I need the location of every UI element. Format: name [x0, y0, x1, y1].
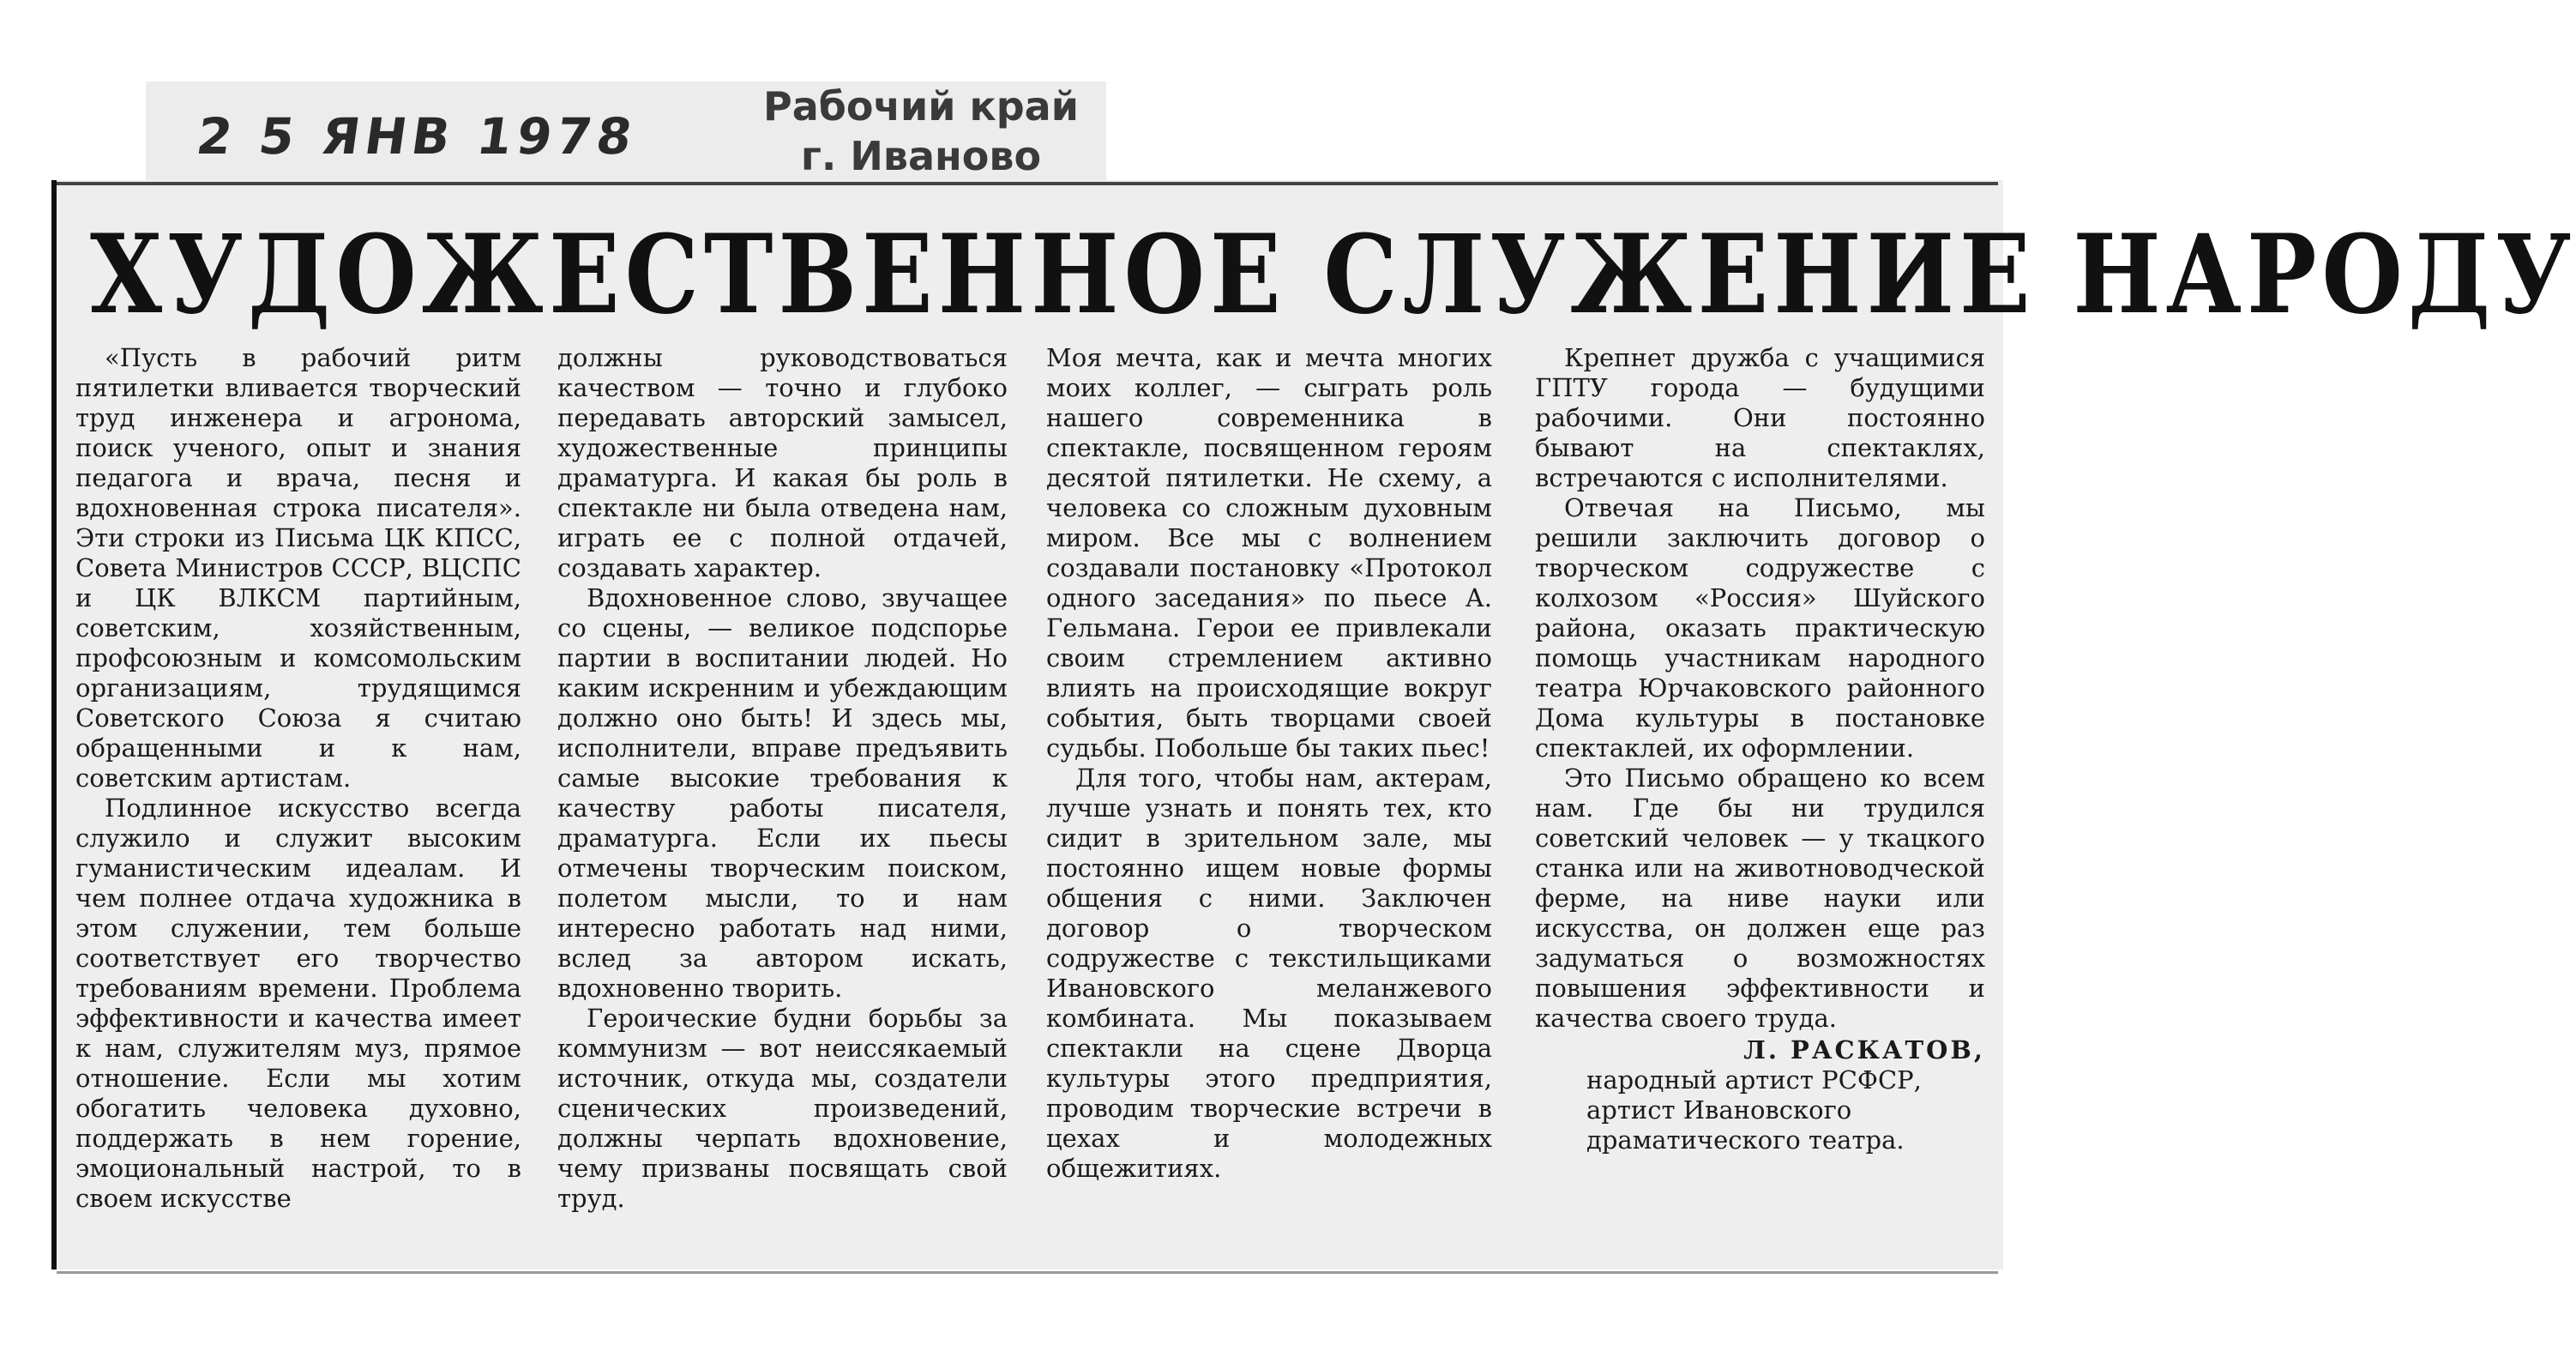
clipping-bottom-rule — [57, 1271, 1998, 1274]
article-headline: ХУДОЖЕСТВЕННОЕ СЛУЖЕНИЕ НАРОДУ — [90, 211, 2576, 338]
paragraph: Вдохновенное слово, звучащее со сцены, — великое подспорье партии в воспитании людей. Но каким искренним и убеждающим должно оно быть! И здесь мы, исполнители, вправе предъявить самые высокие требования к качеству работы писателя, драматурга. Если их пьесы отмечены творческим поиском, полетом мысли, то и нам интересно работать над ними, вслед за автором искать, вдохновенно творить. — [557, 583, 1008, 1003]
clipping-stamp — [146, 81, 1106, 180]
article-column-4 — [1535, 343, 1985, 1261]
paragraph: Крепнет дружба с учащимися ГПТУ города — будущими рабочими. Они постоянно бывают на спектаклях, встречаются с исполнителями. — [1535, 343, 1985, 492]
article-column-2 — [557, 343, 1008, 1261]
article-column-1 — [75, 343, 521, 1261]
paragraph: Для того, чтобы нам, актерам, лучше узнать и понять тех, кто сидит в зрительном зале, мы постоянно ищем новые формы общения с ними. Заключен договор о творческом содружестве с текстильщиками Ивановского меланжевого комбината. Мы показываем спектакли на сцене Дворца культуры этого предприятия, проводим творческие встречи в цехах и молодежных общежитиях. — [1046, 763, 1492, 1183]
author-description: народный артист РСФСР, артист Ивановского драматического театра. — [1586, 1065, 1922, 1155]
stamp-newspaper-name: Рабочий край — [763, 83, 1079, 130]
paragraph: должны руководствоваться качеством — точно и глубоко передавать авторский замысел, художественные принципы драматурга. И какая бы роль в спектакле ни была отведена нам, играть ее с полной отдачей, создавать характер. — [557, 343, 1008, 582]
paragraph: «Пусть в рабочий ритм пятилетки вливается творческий труд инженера и агронома, поиск ученого, опыт и знания педагога и врача, песня и вдохновенная строка писателя». Эти строки из Письма ЦК КПСС, Совета Министров СССР, ВЦСПС и ЦК ВЛКСМ партийным, советским, хозяйственным, профсоюзным и комсомольским организациям, трудящимся Советского Союза я считаю обращенными и к нам, советским артистам. — [75, 343, 521, 793]
stamp-city: г. Иваново — [800, 133, 1042, 179]
paragraph: Героические будни борьбы за коммунизм — вот неиссякаемый источник, откуда мы, создатели сценических произведений, должны черпать вдохновение, чему призваны посвящать свой труд. — [557, 1004, 1008, 1213]
stamp-newspaper-block — [763, 81, 1079, 181]
paragraph: Это Письмо обращено ко всем нам. Где бы ни трудился советский человек — у ткацкого станка или на животноводческой ферме, на ниве науки или искусства, он должен еще раз задуматься о возможностях повышения эффективности и качества своего труда. — [1535, 763, 1985, 1033]
paragraph: Отвечая на Письмо, мы решили заключить договор о творческом содружестве с колхозом «Россия» Шуйского района, оказать практическую помощь участникам народного театра Юрчаковского районного Дома культуры в постановке спектаклей, их оформлении. — [1535, 493, 1985, 763]
paragraph: Подлинное искусство всегда служило и служит высоким гуманистическим идеалам. И чем полнее отдача художника в этом служении, тем больше соответствует его творчество требованиям времени. Проблема эффективности и качества имеет к нам, служителям муз, прямое отношение. Если мы хотим обогатить человека духовно, поддержать в нем горение, эмоциональный настрой, то в своем искусстве — [75, 793, 521, 1213]
author-signature: Л. РАСКАТОВ, — [1743, 1035, 1985, 1064]
paragraph: Моя мечта, как и мечта многих моих коллег, — сыграть роль нашего современника в спектакле, посвященном героям десятой пятилетки. Не схему, а человека со сложным духовным миром. Все мы с волнением создавали постановку «Протокол одного заседания» по пьесе А. Гельмана. Герои ее привлекали своим стремлением активно влиять на происходящие вокруг события, быть творцами своей судьбы. Побольше бы таких пьес! — [1046, 343, 1492, 763]
stamp-date: 2 5 ЯНВ 1978 — [193, 107, 641, 166]
article-column-3 — [1046, 343, 1492, 1261]
clipping-top-rule — [57, 182, 1998, 185]
